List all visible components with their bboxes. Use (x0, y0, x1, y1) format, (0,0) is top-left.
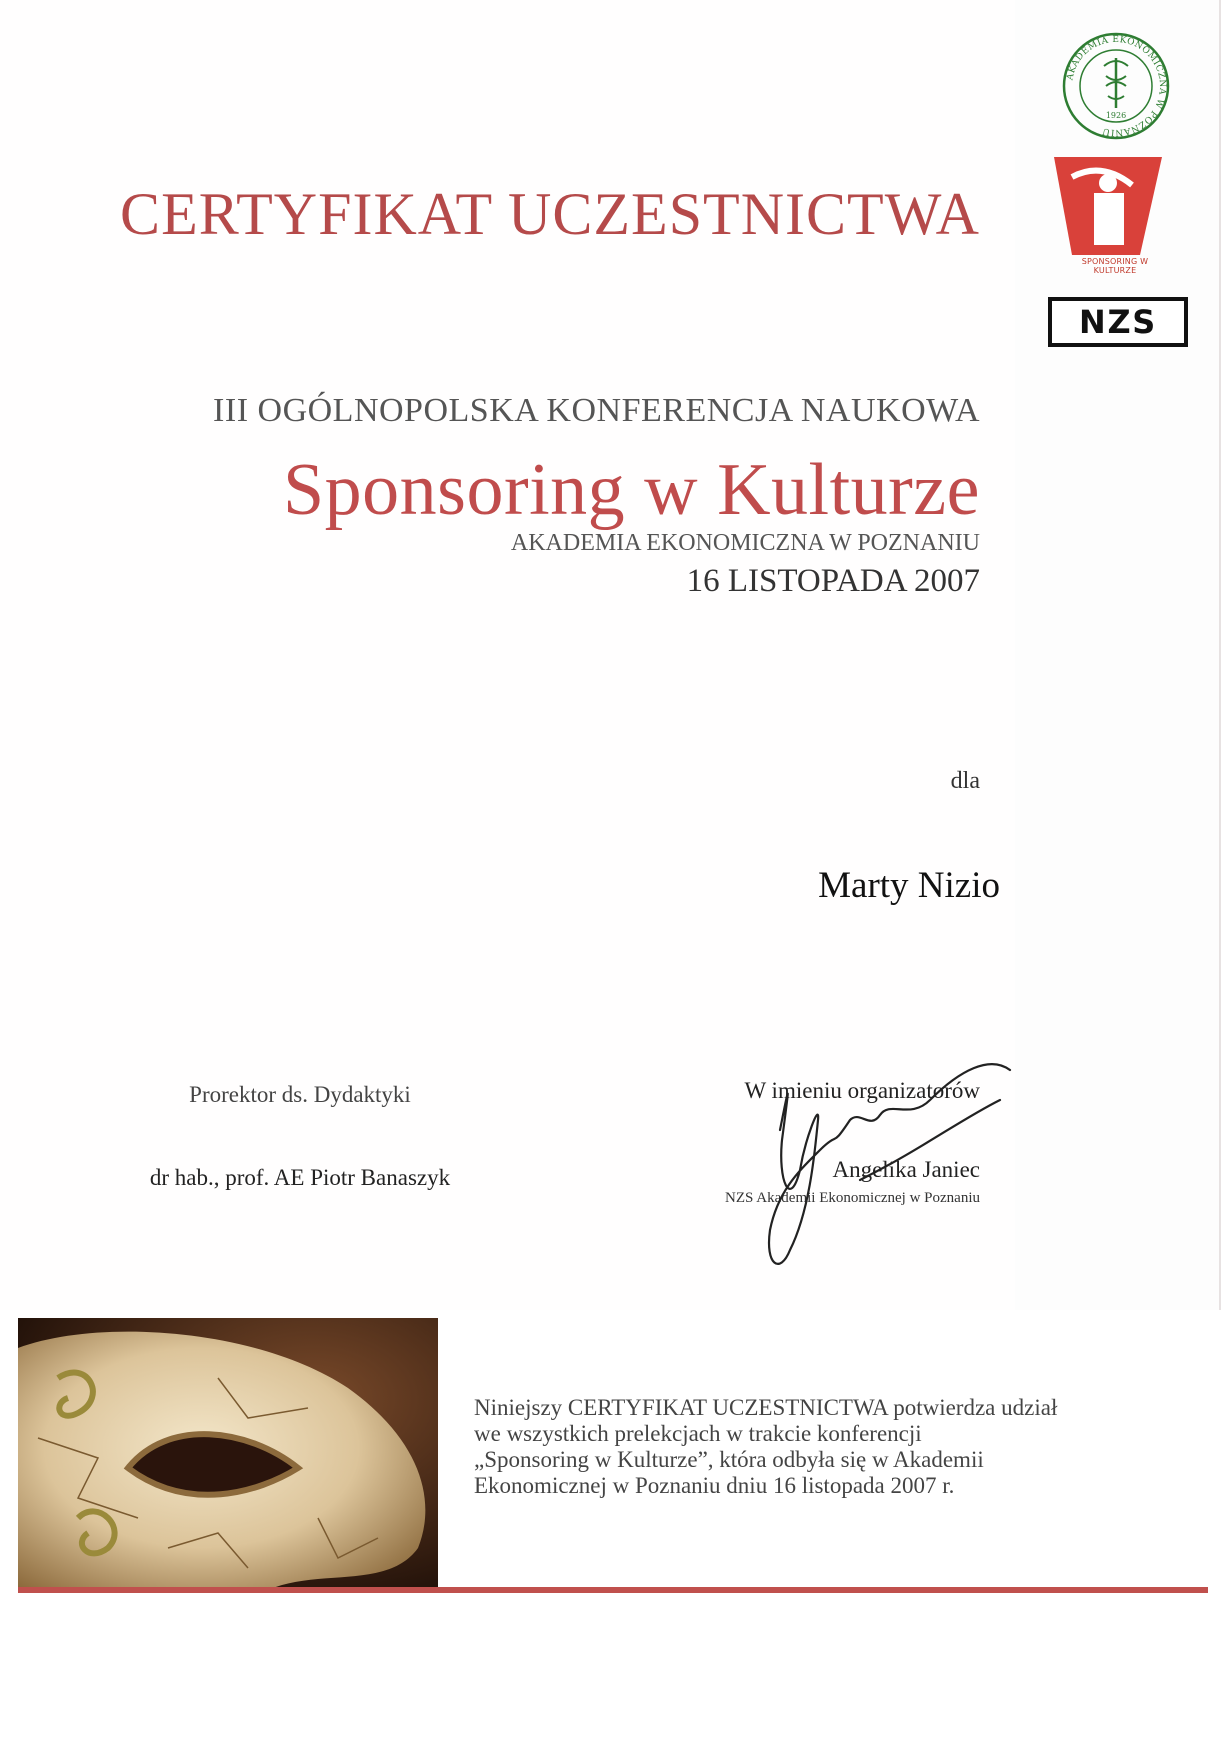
certificate-description (474, 1395, 1164, 1499)
certificate-title: CERTYFIKAT UCZESTNICTWA (120, 181, 980, 247)
description-line: we wszystkich prelekcjach w trakcie konferencji (474, 1421, 922, 1446)
right-signatory-name: Angelika Janiec (832, 1157, 980, 1182)
venetian-mask-banner (18, 1318, 438, 1590)
handwritten-signature-icon (760, 1060, 1040, 1280)
description-line: „Sponsoring w Kulturze”, która odbyła się w Akademii (474, 1447, 984, 1472)
sponsoring-w-kulturze-logo-icon (1048, 155, 1168, 270)
right-signatory-affiliation: NZS Akademii Ekonomicznej w Poznaniu (725, 1190, 980, 1206)
seal-year: 1926 (1105, 111, 1127, 120)
bottom-accent-rule (18, 1587, 1208, 1593)
conference-date: 16 LISTOPADA 2007 (686, 563, 980, 599)
nzs-logo-icon (1048, 297, 1188, 347)
description-line: Niniejszy CERTYFIKAT UCZESTNICTWA potwierdza udział (474, 1395, 1058, 1420)
nzs-logo-text: NZS (1079, 302, 1157, 341)
for-label: dla (950, 768, 980, 794)
venetian-mask-image-icon (18, 1318, 438, 1590)
recipient-name: Marty Nizio (818, 865, 1000, 906)
left-signatory-role: Prorektor ds. Dydaktyki (189, 1082, 411, 1107)
akademia-ekonomiczna-seal-icon (1060, 30, 1172, 142)
conference-name: Sponsoring w Kulturze (283, 449, 980, 531)
description-line: Ekonomicznej w Poznaniu dniu 16 listopada 2007 r. (474, 1473, 955, 1498)
sponsoring-logo-caption: SPONSORING W KULTURZE (1081, 257, 1149, 275)
seal-text: AKADEMIA EKONOMICZNA W POZNANIU (1065, 34, 1168, 138)
conference-series-line: III OGÓLNOPOLSKA KONFERENCJA NAUKOWA (213, 392, 980, 429)
left-signatory-name: dr hab., prof. AE Piotr Banaszyk (149, 1165, 451, 1190)
conference-venue: AKADEMIA EKONOMICZNA W POZNANIU (510, 530, 980, 556)
right-signatory-role: W imieniu organizatorów (744, 1078, 980, 1103)
